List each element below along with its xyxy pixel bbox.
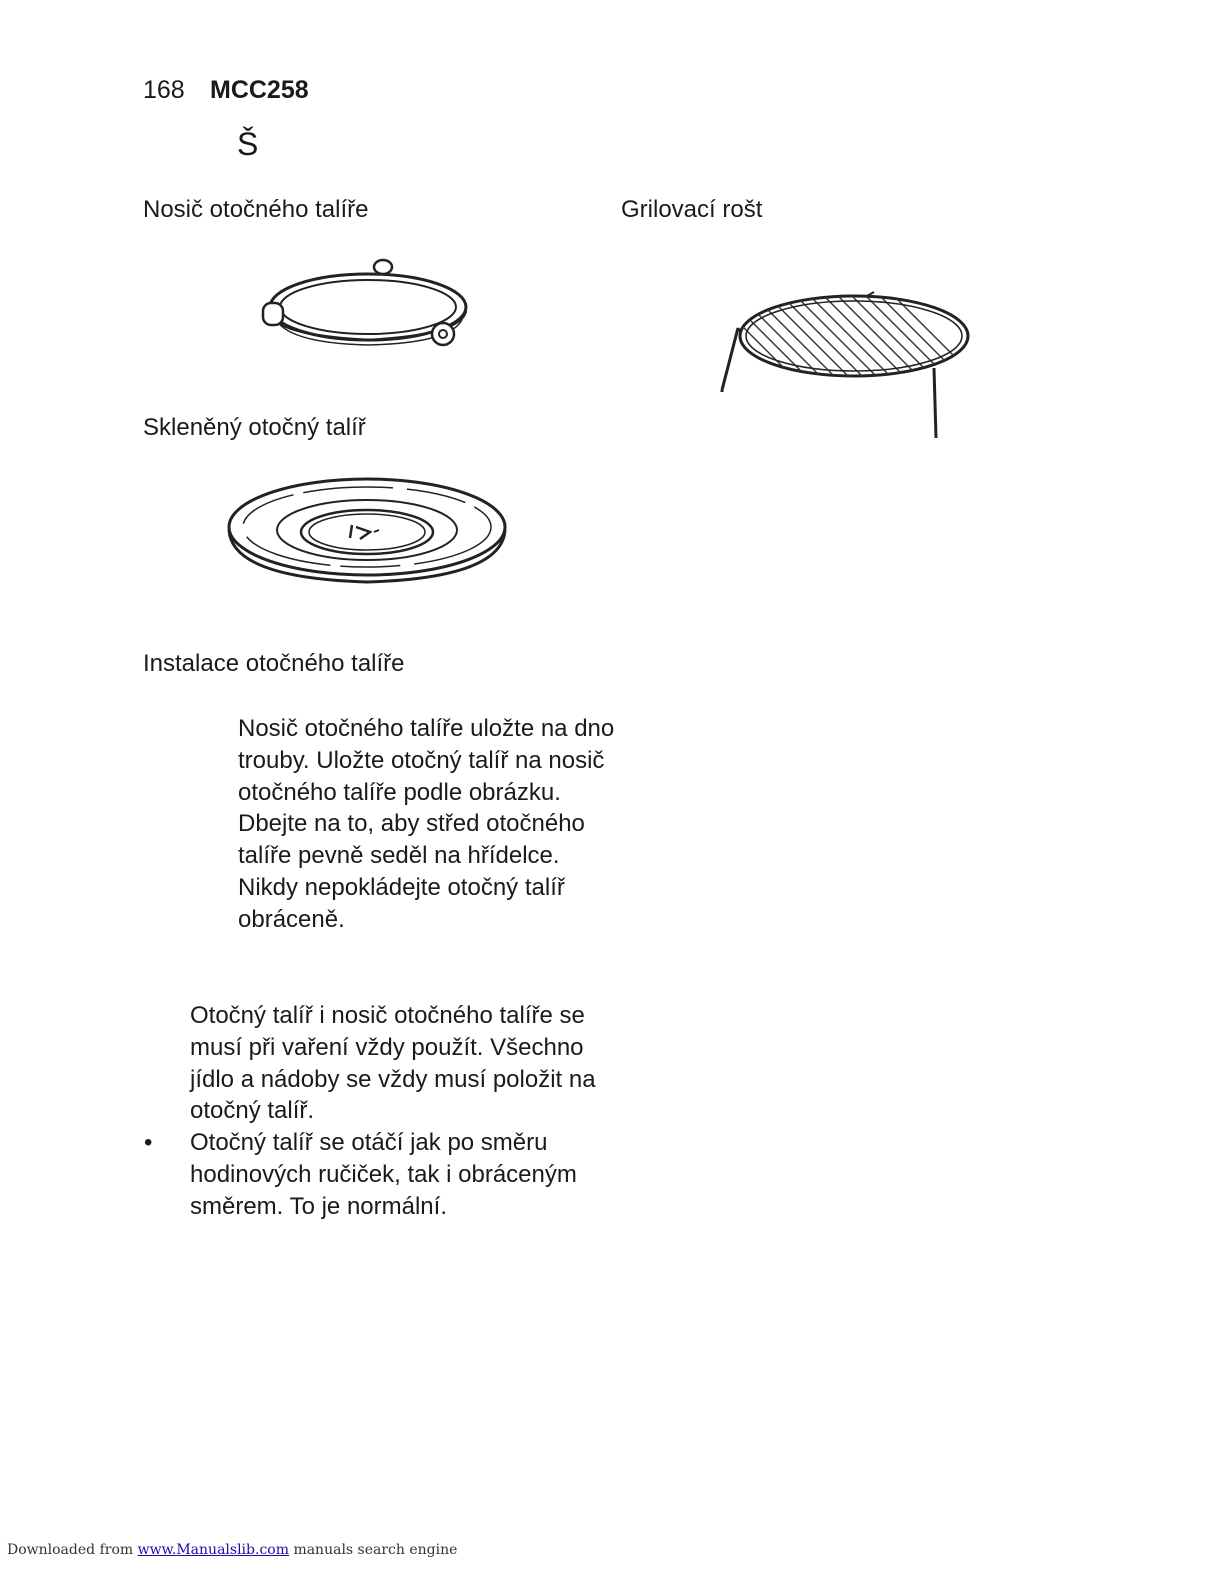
installation-text: Nosič otočného talíře uložte na dno trouby. Uložte otočný talíř na nosič otočného talíře podle obrázku. Dbejte na to, aby střed otočného talíře pevně seděl na hřídelce. Nikdy nepokládejte otočný talíř obráceně. [238, 715, 615, 933]
glass-turntable-caption: Skleněný otočný talíř [143, 414, 366, 441]
footer-link[interactable]: www.Manualslib.com [137, 1542, 289, 1558]
turntable-support-caption: Nosič otočného talíře [143, 196, 369, 223]
installation-title: Instalace otočného talíře [143, 650, 405, 677]
bullet-text: Otočný talíř se otáčí jak po směru hodinových ručiček, tak i obráceným směrem. To je normální. [190, 1129, 577, 1220]
page-number: 168 [143, 76, 185, 104]
notes-block [144, 1000, 620, 1223]
bullet-item [144, 1127, 620, 1222]
footer-suffix: manuals search engine [293, 1542, 458, 1558]
grill-rack-illustration [712, 288, 977, 443]
grill-rack-caption: Grilovací rošt [621, 196, 763, 223]
footer-prefix: Downloaded from [7, 1542, 134, 1558]
section-glyph: Š [237, 126, 259, 162]
bullet-symbol: • [144, 1129, 153, 1157]
model-title: MCC258 [210, 76, 309, 104]
glass-turntable-illustration [222, 472, 512, 592]
notes-paragraph: Otočný talíř i nosič otočného talíře se musí při vaření vždy použít. Všechno jídlo a nádoby se vždy musí položit na otočný talíř. [190, 1002, 596, 1125]
turntable-support-illustration [255, 255, 480, 355]
footer [7, 1542, 457, 1558]
